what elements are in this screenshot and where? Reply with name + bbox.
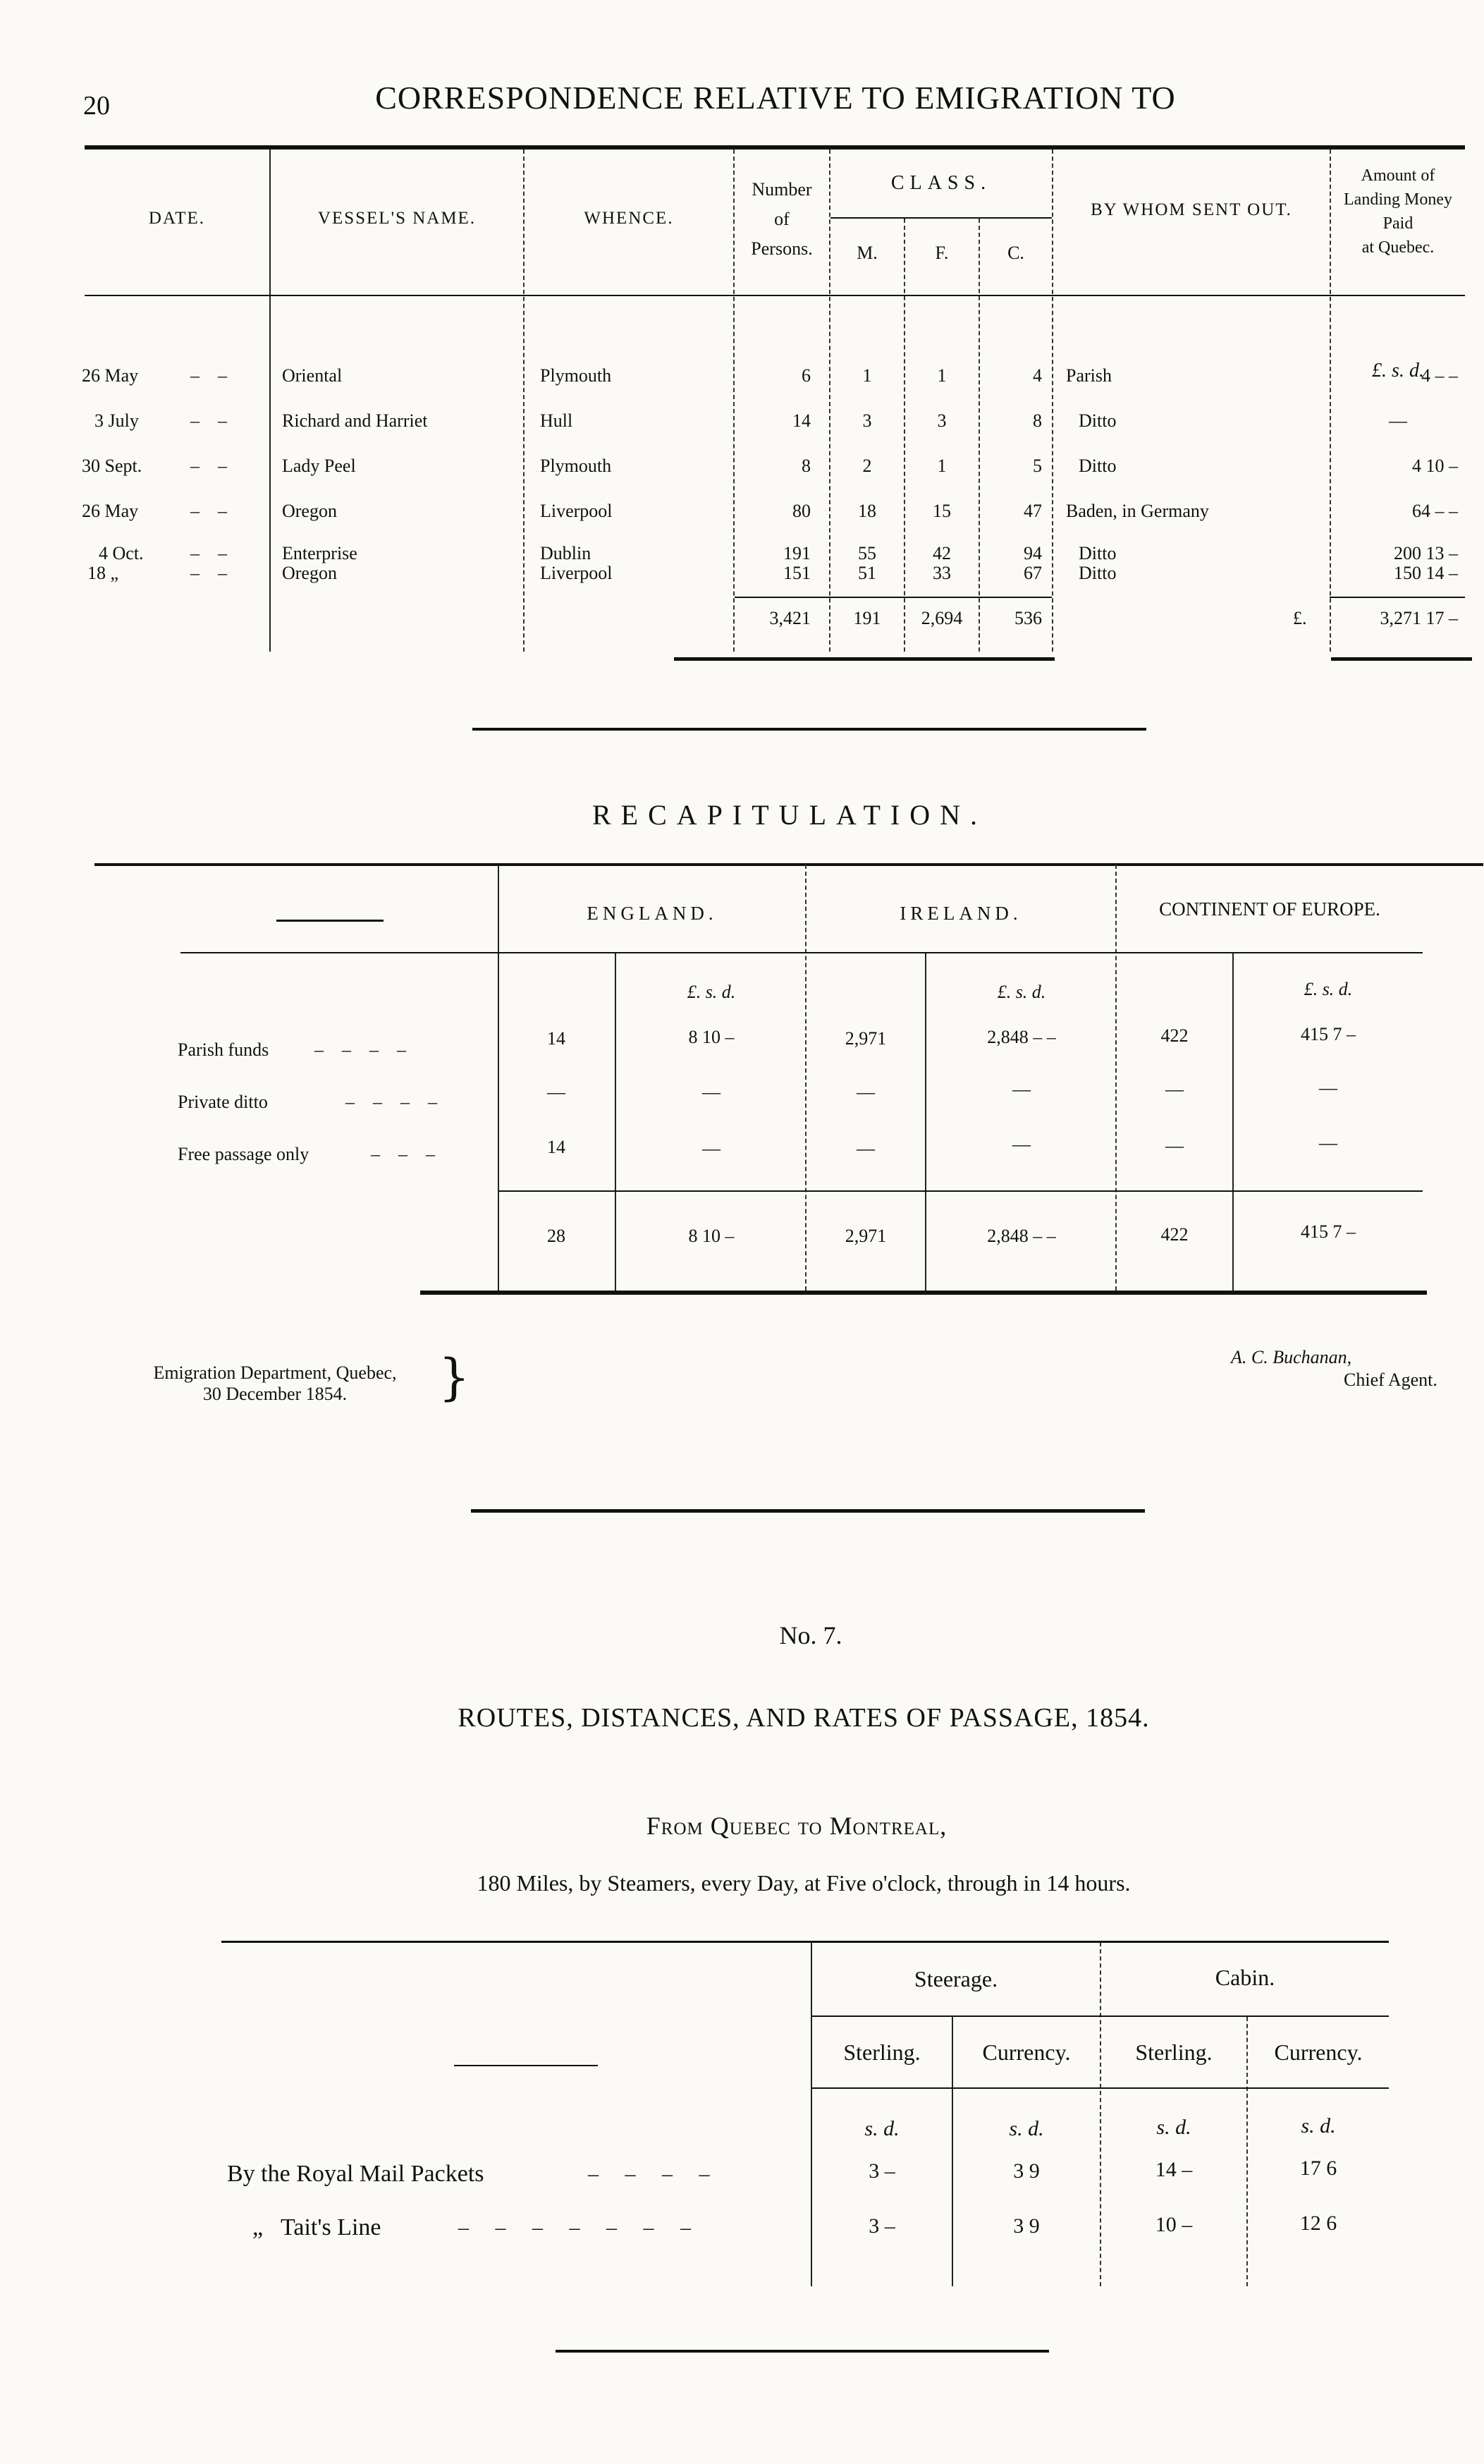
row-date: 4 Oct. [99,543,144,563]
recap-total-eng-amt: 8 10 – [688,1226,735,1246]
recap-total-con-n: 422 [1160,1224,1189,1245]
row-f: 15 [933,501,951,521]
signature-title: Chief Agent. [1344,1370,1437,1390]
row-dots: – – [190,563,227,583]
rates-header-currency: Currency. [982,2039,1071,2065]
recap-total-ire-amt: 2,848 – – [987,1226,1056,1246]
row-dots: – – [190,365,227,386]
row-c: 47 [1024,501,1042,521]
header-class-f: F. [935,243,949,263]
recap-header-ireland: IRELAND. [900,903,1022,924]
row-persons: 6 [802,365,811,386]
recap-header-continent: CONTINENT OF EUROPE. [1159,898,1380,920]
total-m: 191 [853,608,881,628]
rates-cab-currency: 12 6 [1299,2212,1337,2235]
recap-ire-n: — [857,1138,875,1159]
recap-con-amt: — [1319,1133,1337,1153]
header-vessel: VESSEL'S NAME. [317,209,477,228]
row-whence: Liverpool [540,501,613,521]
header-whence: WHENCE. [584,209,674,228]
recap-ire-amt: 2,848 – – [987,1027,1056,1047]
rates-units: s. d. [1009,2117,1044,2140]
amount-units: £. s. d. [1372,360,1424,382]
row-f: 1 [937,456,947,476]
row-c: 8 [1033,410,1042,431]
recap-units: £. s. d. [997,982,1046,1002]
rates-cab-currency: 17 6 [1299,2157,1337,2180]
recap-total-eng-n: 28 [547,1226,565,1246]
row-dots: – – [190,501,227,521]
col-divider [979,219,980,652]
row-sent-by: Ditto [1079,563,1117,583]
brace-icon: } [439,1348,470,1406]
row-sent-by: Ditto [1079,543,1117,563]
row-dots: – – – – – – – [458,2216,691,2239]
recap-units: £. s. d. [1304,979,1353,999]
header-persons-line: of [774,209,790,229]
recap-header-england: ENGLAND. [587,903,718,924]
recap-total-ire-n: 2,971 [845,1226,887,1246]
recap-con-n: — [1165,1135,1184,1156]
row-dots: – – – – [345,1092,437,1112]
total-persons: 3,421 [769,608,811,628]
rates-st-currency: 3 9 [1013,2159,1040,2183]
row-date: 26 May [82,365,139,386]
row-amount: — [1389,410,1407,431]
recap-ire-n: 2,971 [845,1028,887,1049]
recap-row-label: Parish funds [178,1039,269,1060]
signature-place [106,1362,444,1405]
rates-header-steerage: Steerage. [914,1966,998,1992]
row-date: 3 July [94,410,139,431]
row-vessel: Richard and Harriet [282,410,428,431]
row-dots: – – [190,543,227,563]
row-c: 94 [1024,543,1042,563]
row-m: 3 [862,410,872,431]
header-date: DATE. [148,209,206,228]
row-persons: 151 [783,563,811,583]
row-whence: Plymouth [540,365,612,386]
recap-top-rule [94,863,1483,866]
header-class-m: M. [857,243,878,263]
recap-title: RECAPITULATION. [592,799,987,831]
row-c: 5 [1033,456,1042,476]
row-f: 33 [933,563,951,583]
recap-eng-n: — [547,1082,565,1102]
rates-top-rule [221,1941,1389,1943]
section-subtitle: From Quebec to Montreal, [646,1812,948,1840]
row-m: 55 [858,543,876,563]
recap-eng-n: 14 [547,1137,565,1157]
row-date: 30 Sept. [82,456,142,476]
row-date: 18 „ [87,563,119,583]
recap-ire-amt: — [1012,1134,1031,1154]
row-f: 3 [937,410,947,431]
running-title: CORRESPONDENCE RELATIVE TO EMIGRATION TO [375,80,1176,116]
row-sent-by: Baden, in Germany [1066,501,1209,521]
col-divider [904,219,905,652]
rates-header-currency: Currency. [1274,2039,1363,2065]
recap-eng-n: 14 [547,1028,565,1049]
rates-header-sterling: Sterling. [843,2039,921,2065]
totals-rule [735,597,1052,598]
rates-header-rule [812,2015,1389,2017]
recap-con-n: 422 [1160,1025,1189,1046]
row-dots: – – – [371,1144,435,1164]
recap-header-rule [180,952,1423,953]
recap-con-amt: — [1319,1078,1337,1098]
section-number: No. 7. [779,1621,842,1649]
total-f: 2,694 [921,608,963,628]
row-persons: 80 [792,501,811,521]
row-vessel: Oregon [282,501,337,521]
rates-row-label: „ Tait's Line [252,2214,381,2240]
row-m: 1 [862,365,872,386]
row-f: 1 [937,365,947,386]
recap-ire-amt: — [1012,1079,1031,1099]
header-persons-line: Persons. [751,238,813,259]
row-sent-by: Parish [1066,365,1112,386]
recap-con-n: — [1165,1079,1184,1099]
totals-double-rule [1331,657,1472,661]
header-class-c: C. [1007,243,1024,263]
recap-con-amt: 415 7 – [1301,1024,1356,1044]
recap-total-con-amt: 415 7 – [1301,1221,1356,1242]
row-whence: Liverpool [540,563,613,583]
header-landing-money [1331,164,1465,260]
head-rule [85,145,1465,150]
col-divider [498,865,499,1291]
row-dots: – – [190,410,227,431]
total-amount: 3,271 17 – [1380,608,1458,628]
row-amount: 150 14 – [1394,563,1458,583]
recap-ire-n: — [857,1082,875,1102]
rates-header-sterling: Sterling. [1135,2039,1213,2065]
recap-row-label: Free passage only [178,1144,309,1164]
recap-totals-rule [499,1190,1423,1192]
row-amount: 4 10 – [1412,456,1458,476]
row-sent-by: Ditto [1079,456,1117,476]
rates-cab-sterling: 14 – [1155,2158,1193,2181]
recap-bottom-rule [420,1291,1427,1295]
row-m: 18 [858,501,876,521]
row-dots: – – – – [588,2162,710,2185]
rates-units: s. d. [1301,2114,1336,2137]
class-rule [830,217,1052,219]
rates-header-cabin: Cabin. [1215,1965,1275,1990]
section-divider [472,728,1146,731]
section-detail: 180 Miles, by Steamers, every Day, at Five o'clock, through in 14 hours. [477,1870,1131,1896]
rates-units: s. d. [864,2117,900,2140]
recap-stub-rule [276,920,384,922]
totals-double-rule [674,657,1055,661]
row-dots: – – [190,456,227,476]
header-persons-line: Number [752,179,812,200]
section-divider [471,1509,1145,1513]
rates-cab-sterling: 10 – [1155,2213,1193,2236]
total-pound-sign: £. [1293,608,1307,628]
row-vessel: Oriental [282,365,343,386]
row-date: 26 May [82,501,139,521]
rates-header-rule [812,2087,1389,2089]
row-c: 67 [1024,563,1042,583]
recap-units: £. s. d. [687,982,736,1002]
section-title: ROUTES, DISTANCES, AND RATES OF PASSAGE, 1854. [458,1703,1150,1733]
recap-row-label: Private ditto [178,1092,268,1112]
header-bottom-rule [85,295,1465,296]
header-landing-line: Landing Money [1344,190,1452,209]
row-amount: 64 – – [1412,501,1458,521]
recap-eng-amt: 8 10 – [688,1027,735,1047]
totals-rule [1330,597,1465,598]
row-whence: Dublin [540,543,591,563]
rates-st-sterling: 3 – [869,2214,895,2238]
row-amount: 200 13 – [1394,543,1458,563]
row-vessel: Lady Peel [282,456,356,476]
signature-name: A. C. Buchanan, [1231,1347,1352,1367]
row-vessel: Oregon [282,563,337,583]
row-m: 51 [858,563,876,583]
row-amount: 4 – – [1421,365,1458,386]
row-c: 4 [1033,365,1042,386]
rates-stub-rule [454,2065,598,2066]
rates-st-sterling: 3 – [869,2159,895,2183]
row-vessel: Enterprise [282,543,357,563]
signature-place-line: Emigration Department, Quebec, [153,1362,397,1383]
row-dots: – – – – [314,1039,406,1060]
rates-st-currency: 3 9 [1013,2214,1040,2238]
header-landing-line: at Quebec. [1361,238,1435,257]
recap-eng-amt: — [702,1138,720,1159]
section-divider [556,2350,1049,2353]
rates-row-label: By the Royal Mail Packets [227,2161,484,2187]
row-sent-by: Ditto [1079,410,1117,431]
row-persons: 191 [783,543,811,563]
col-divider [1052,150,1053,652]
row-whence: Plymouth [540,456,612,476]
header-persons [735,175,829,264]
total-c: 536 [1014,608,1042,628]
header-class: CLASS. [890,172,992,194]
page-number: 20 [83,91,110,121]
header-landing-line: Amount of [1361,166,1435,185]
rates-units: s. d. [1156,2116,1191,2139]
row-persons: 14 [792,410,811,431]
row-m: 2 [862,456,872,476]
signature-place-line: 30 December 1854. [202,1384,348,1404]
recap-eng-amt: — [702,1082,720,1102]
row-f: 42 [933,543,951,563]
header-landing-line: Paid [1382,214,1414,233]
row-whence: Hull [540,410,573,431]
header-sent-by: BY WHOM SENT OUT. [1091,200,1292,219]
row-persons: 8 [802,456,811,476]
